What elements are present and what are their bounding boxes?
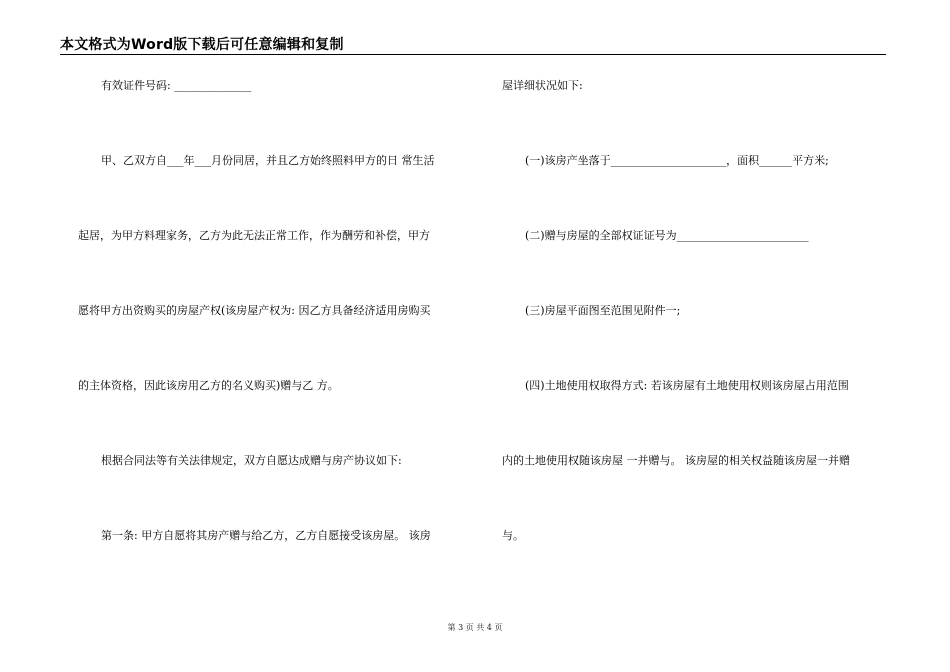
paragraph-line: (二)赠与房屋的全部权证证号为________________________	[525, 229, 809, 242]
paragraph-line: 与。	[502, 529, 524, 542]
page-number: 第 3 页 共 4 页	[447, 623, 503, 632]
paragraph-line: (一)该房产坐落于_____________________，面积______平方米;	[525, 154, 829, 167]
paragraph-line: 愿将甲方出资购买的房屋产权(该房屋产权为: 因乙方具备经济适用房购买	[78, 304, 431, 317]
paragraph-line: 内的土地使用权随该房屋 一并赠与。 该房屋的相关权益随该房屋一并赠	[502, 454, 850, 467]
paragraph-line: 起居，为甲方料理家务，乙方为此无法正常工作，作为酬劳和补偿，甲方	[78, 229, 430, 242]
paragraph-line: (四)土地使用权取得方式: 若该房屋有土地使用权则该房屋占用范围	[525, 379, 849, 392]
page-header-title: 本文格式为Word版下载后可任意编辑和复制	[60, 37, 344, 53]
paragraph-line: 有效证件号码: ______________	[101, 79, 252, 92]
paragraph-line: 根据合同法等有关法律规定，双方自愿达成赠与房产协议如下:	[101, 454, 402, 467]
paragraph-line: 的主体资格，因此该房用乙方的名义购买)赠与乙 方。	[78, 379, 339, 392]
paragraph-line: 甲、乙双方自___年___月份同居，并且乙方始终照料甲方的日 常生活	[101, 154, 435, 167]
paragraph-line: 屋详细状况如下:	[502, 79, 583, 92]
paragraph-line: 第一条: 甲方自愿将其房产赠与给乙方，乙方自愿接受该房屋。 该房	[101, 529, 431, 542]
header-divider	[60, 54, 886, 55]
paragraph-line: (三)房屋平面图至范围见附件一;	[525, 304, 681, 317]
